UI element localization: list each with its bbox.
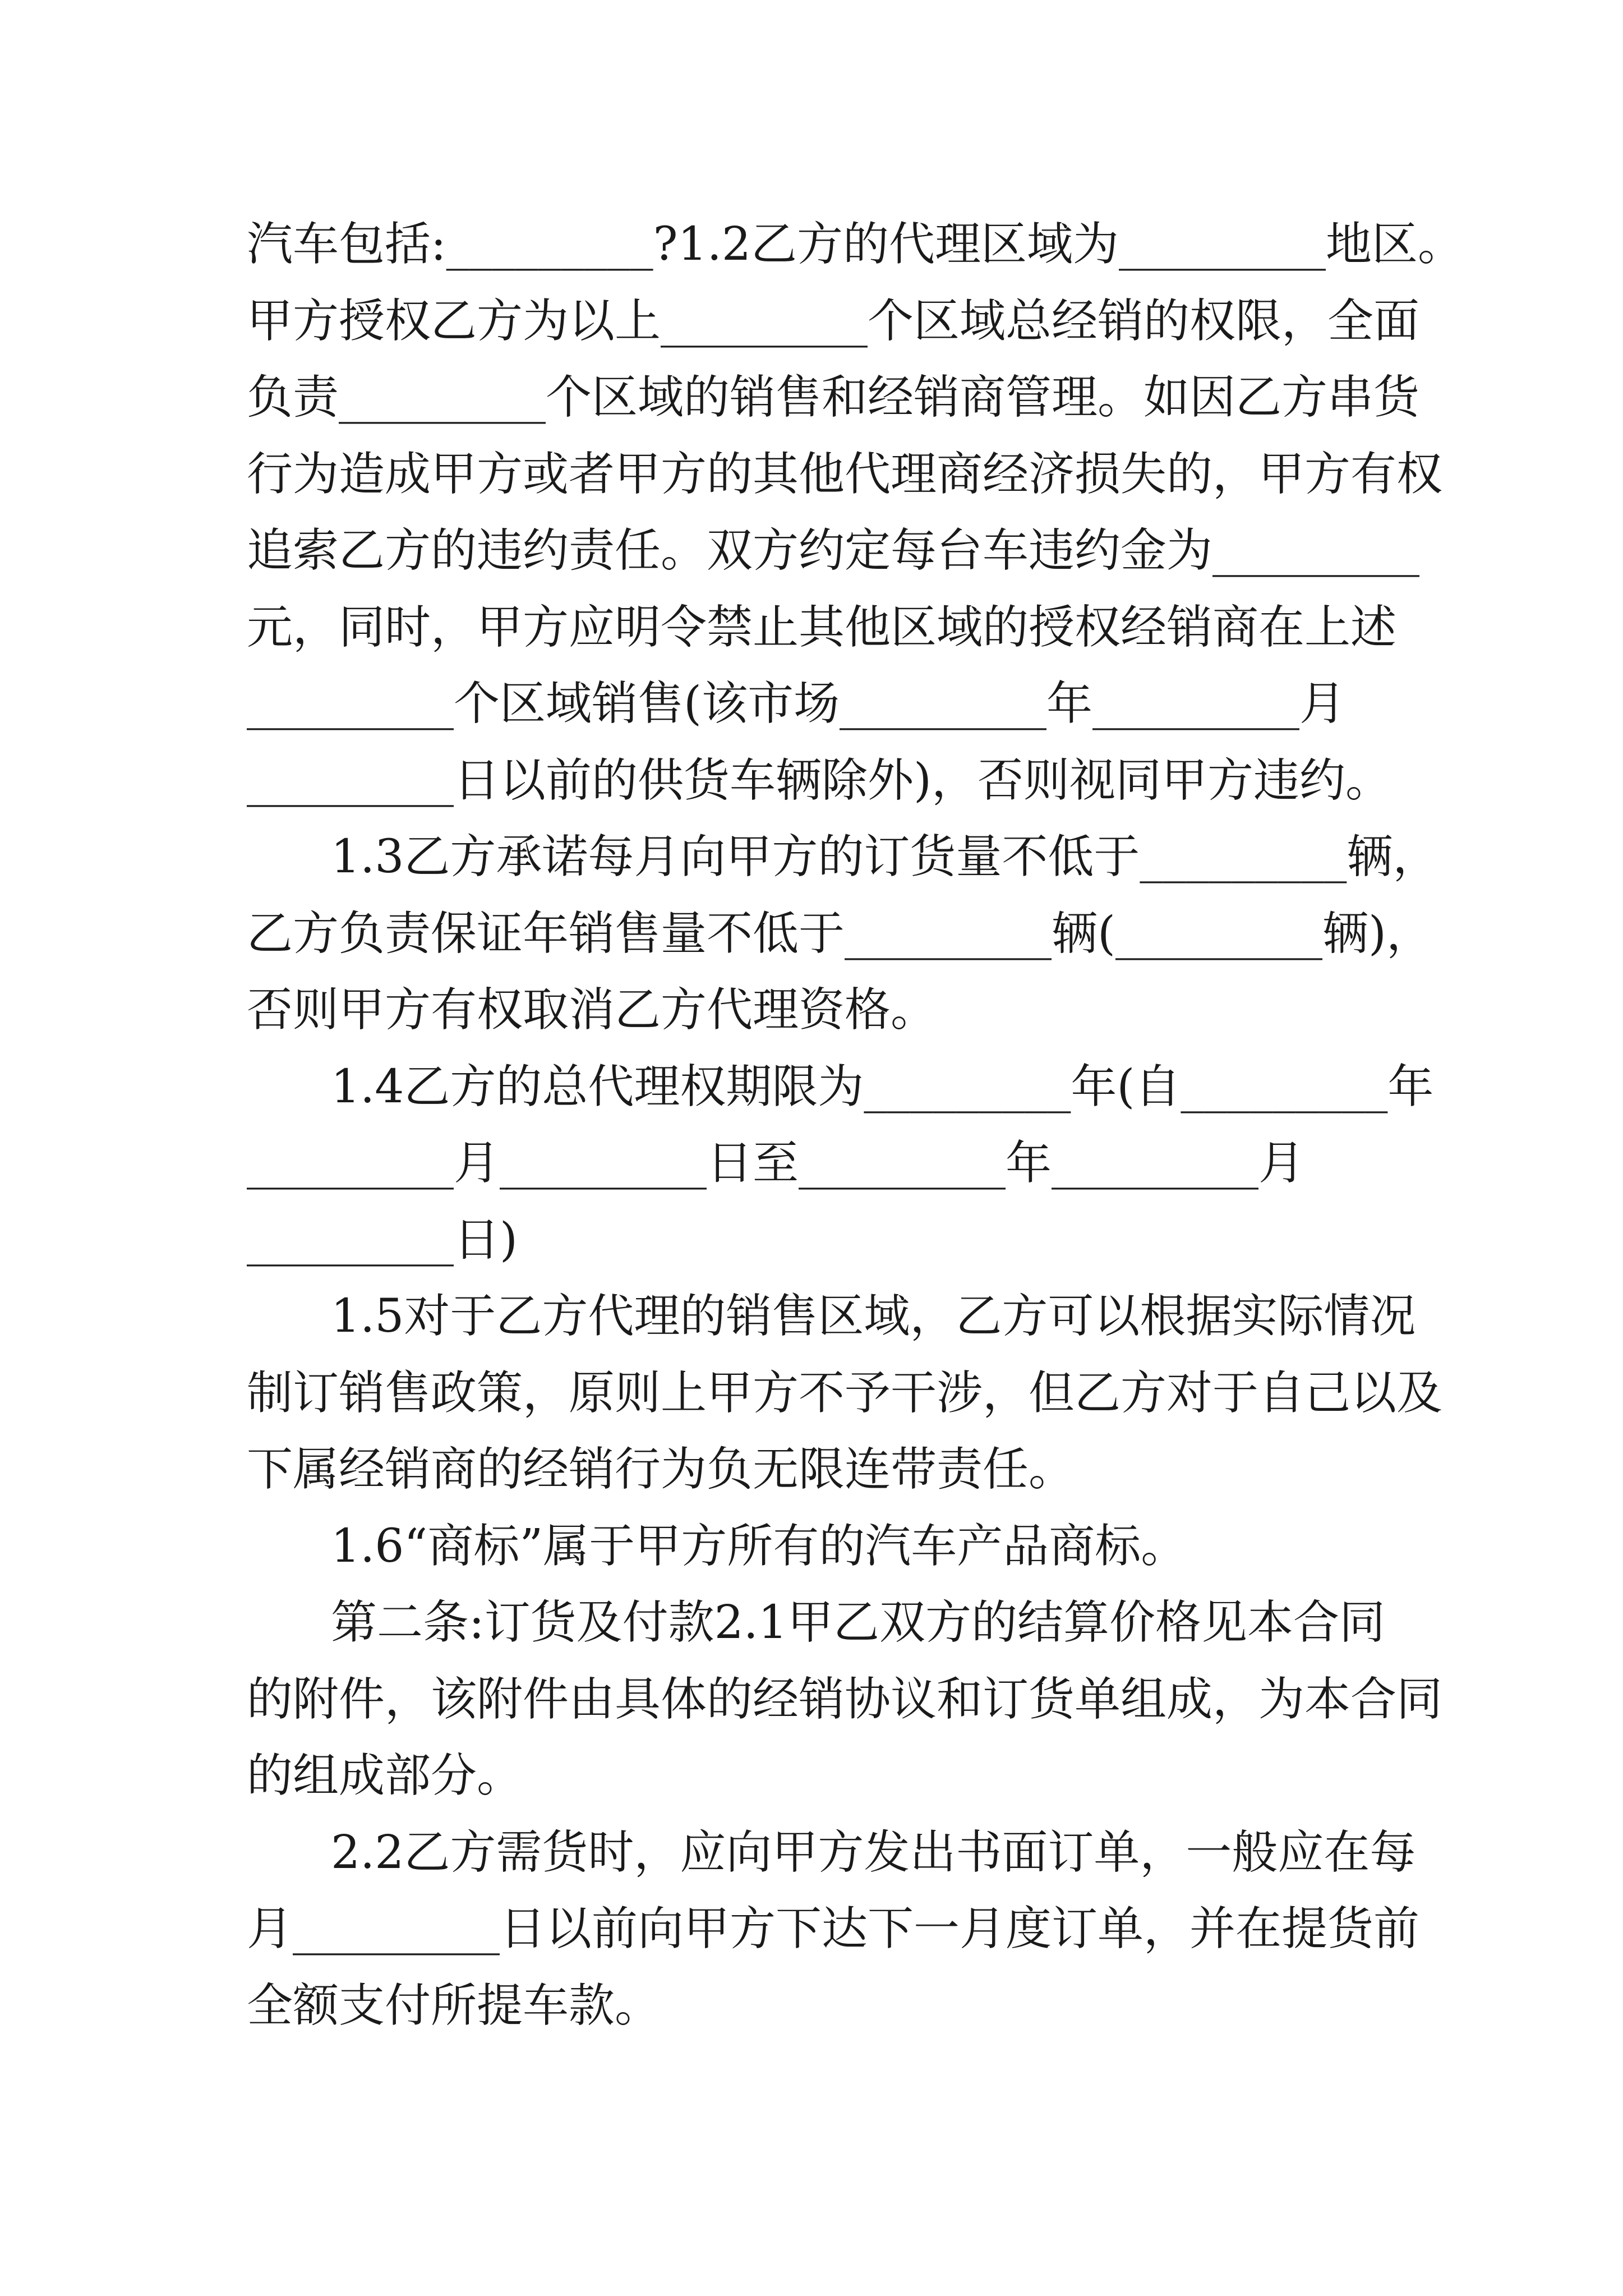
text-line-5: 追索乙方的违约责任。双方约定每台车违约金为_________ [247,524,1420,577]
text-line-12: 1.4乙方的总代理权期限为_________年(自_________年 [331,1060,1434,1114]
text-line-15: 1.5对于乙方代理的销售区域，乙方可以根据实际情况 [331,1290,1416,1343]
text-line-11: 否则甲方有权取消乙方代理资格。 [247,983,937,1037]
text-line-16: 制订销售政策，原则上甲方不予干涉，但乙方对于自己以及 [247,1366,1443,1420]
text-line-22: 2.2乙方需货时，应向甲方发出书面订单，一般应在每 [331,1826,1416,1879]
text-line-8: _________日以前的供货车辆除外)，否则视同甲方违约。 [247,754,1391,807]
text-line-20: 的附件，该附件由具体的经销协议和订货单组成，为本合同 [247,1673,1443,1726]
text-line-3: 负责_________个区域的销售和经销商管理。如因乙方串货 [247,371,1420,424]
text-line-6: 元，同时，甲方应明令禁止其他区域的授权经销商在上述 [247,601,1397,654]
text-line-21: 的组成部分。 [247,1749,523,1802]
text-line-9: 1.3乙方承诺每月向甲方的订货量不低于_________辆， [331,830,1439,884]
text-line-17: 下属经销商的经销行为负无限连带责任。 [247,1443,1075,1496]
text-line-2: 甲方授权乙方为以上_________个区域总经销的权限，全面 [247,295,1420,348]
text-line-13: _________月_________日至_________年_________月 [247,1137,1304,1190]
text-line-24: 全额支付所提车款。 [247,1979,661,2032]
text-line-18: 1.6“商标”属于甲方所有的汽车产品商标。 [331,1520,1187,1573]
text-line-7: _________个区域销售(该市场_________年_________月 [247,677,1345,730]
text-line-4: 行为造成甲方或者甲方的其他代理商经济损失的，甲方有权 [247,448,1443,501]
text-line-10: 乙方负责保证年销售量不低于_________辆(_________辆)， [247,907,1432,960]
text-line-14: _________日) [247,1213,518,1267]
text-line-1: 汽车包括:_________?1.2乙方的代理区域为_________地区。 [247,218,1464,271]
text-line-23: 月_________日以前向甲方下达下一月度订单，并在提货前 [247,1902,1420,1955]
text-line-19: 第二条:订货及付款2.1甲乙双方的结算价格见本合同 [331,1596,1386,1649]
